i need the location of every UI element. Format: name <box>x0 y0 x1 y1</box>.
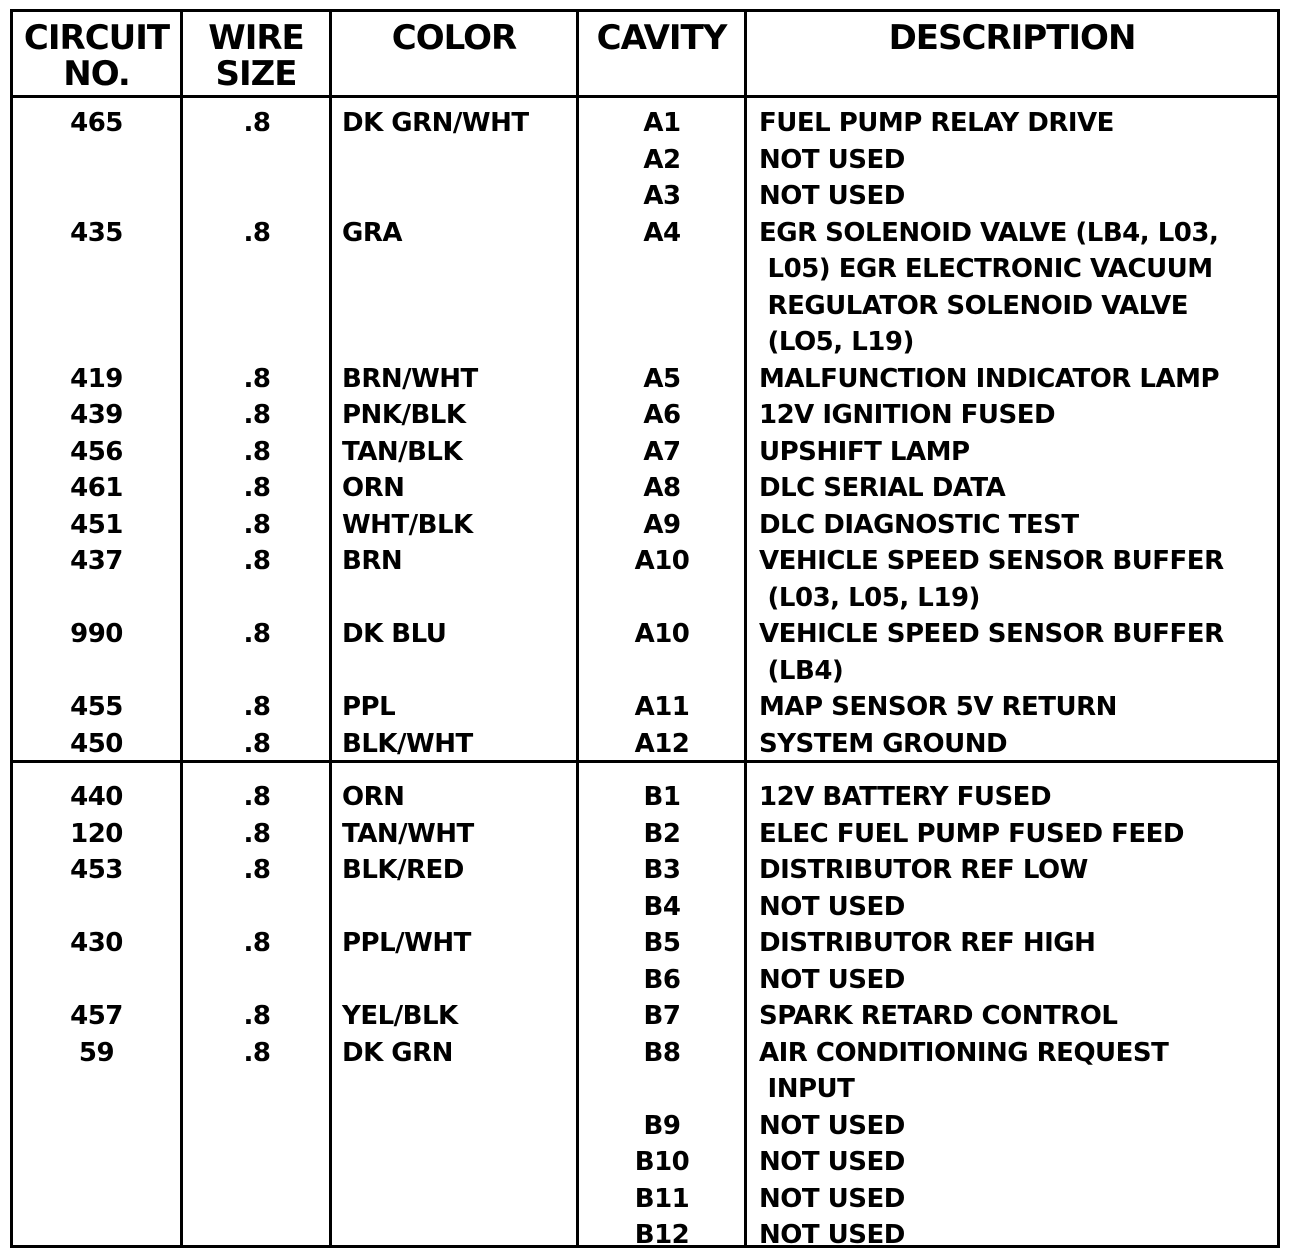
wire-color: DK GRN <box>342 1037 453 1068</box>
cavity-id: B10 <box>634 1147 690 1177</box>
header-circuit-no <box>13 12 180 95</box>
cavity-id: A3 <box>643 181 681 211</box>
connector-pinout-table <box>10 9 1280 1248</box>
description-line: SYSTEM GROUND <box>759 728 1008 759</box>
wire-size: .8 <box>243 728 271 759</box>
description-line: NOT USED <box>759 1147 905 1177</box>
circuit-number: 435 <box>70 217 123 248</box>
wire-color: GRA <box>342 217 402 248</box>
wire-size: .8 <box>243 928 271 958</box>
cavity-id: A6 <box>643 400 681 430</box>
header-circuit-line1: CIRCUIT <box>23 18 170 58</box>
description-line: VEHICLE SPEED SENSOR BUFFER <box>759 546 1224 576</box>
cavity-id: B11 <box>634 1183 690 1214</box>
description-line: ELEC FUEL PUMP FUSED FEED <box>759 818 1184 849</box>
cavity-id: A7 <box>643 436 681 467</box>
header-description <box>747 12 1277 95</box>
cavity-id: B2 <box>643 818 681 849</box>
circuit-number: 440 <box>70 782 123 812</box>
wire-size: .8 <box>243 509 271 540</box>
description-line: REGULATOR SOLENOID VALVE <box>759 290 1189 321</box>
wire-size: .8 <box>243 217 271 248</box>
circuit-number: 465 <box>70 108 123 138</box>
circuit-number: 451 <box>70 509 123 540</box>
description-line: NOT USED <box>759 964 905 995</box>
wire-color: BRN <box>342 546 403 576</box>
header-cavity-label: CAVITY <box>596 18 727 58</box>
description-line: INPUT <box>759 1074 855 1104</box>
wire-size: .8 <box>243 692 271 722</box>
description-line: NOT USED <box>759 1220 905 1250</box>
cavity-id: A4 <box>643 217 681 248</box>
wire-size: .8 <box>243 855 271 885</box>
description-line: L05) EGR ELECTRONIC VACUUM <box>759 254 1213 284</box>
wire-size: .8 <box>243 363 271 394</box>
cavity-id: A10 <box>634 619 690 649</box>
cavity-id: A2 <box>643 144 681 175</box>
cavity-id: A9 <box>643 509 681 540</box>
wire-size: .8 <box>243 546 271 576</box>
description-line: FUEL PUMP RELAY DRIVE <box>759 108 1114 138</box>
description-line: SPARK RETARD CONTROL <box>759 1001 1118 1031</box>
circuit-number: 439 <box>70 400 123 430</box>
wire-color: ORN <box>342 473 405 503</box>
description-line: NOT USED <box>759 1183 905 1214</box>
wire-size: .8 <box>243 108 271 138</box>
cavity-id: A8 <box>643 473 681 503</box>
cavity-id: A5 <box>643 363 681 394</box>
circuit-number: 455 <box>70 692 123 722</box>
circuit-number: 990 <box>70 619 123 649</box>
wire-color: BLK/WHT <box>342 728 473 759</box>
wire-color: DK BLU <box>342 619 447 649</box>
wire-size: .8 <box>243 1001 271 1031</box>
circuit-number: 453 <box>70 855 123 885</box>
wire-size: .8 <box>243 436 271 467</box>
circuit-number: 59 <box>78 1037 115 1068</box>
description-line: VEHICLE SPEED SENSOR BUFFER <box>759 619 1224 649</box>
wire-color: PNK/BLK <box>342 400 466 430</box>
cavity-id: B1 <box>643 782 681 812</box>
header-color <box>332 12 576 95</box>
cavity-id: B6 <box>643 964 681 995</box>
description-line: (L03, L05, L19) <box>759 582 980 613</box>
description-line: 12V IGNITION FUSED <box>759 400 1056 430</box>
cavity-id: A10 <box>634 546 690 576</box>
cavity-id: B5 <box>643 928 681 958</box>
description-line: NOT USED <box>759 181 905 211</box>
wire-color: ORN <box>342 782 405 812</box>
circuit-number: 450 <box>70 728 123 759</box>
description-line: (LO5, L19) <box>759 327 914 357</box>
circuit-number: 430 <box>70 928 123 958</box>
wire-color: BLK/RED <box>342 855 464 885</box>
header-wire-size <box>183 12 329 95</box>
wire-color: DK GRN/WHT <box>342 108 529 138</box>
header-circuit-line2: NO. <box>63 54 130 94</box>
circuit-number: 456 <box>70 436 123 467</box>
header-description-label: DESCRIPTION <box>888 18 1136 58</box>
wire-color: WHT/BLK <box>342 509 473 540</box>
cavity-id: B8 <box>643 1037 681 1068</box>
cavity-id: B7 <box>643 1001 681 1031</box>
wire-size: .8 <box>243 818 271 849</box>
wire-size: .8 <box>243 400 271 430</box>
header-wire-line1: WIRE <box>208 18 304 58</box>
description-line: MAP SENSOR 5V RETURN <box>759 692 1117 722</box>
circuit-number: 419 <box>70 363 123 394</box>
description-line: (LB4) <box>759 655 844 686</box>
wire-color: TAN/BLK <box>342 436 463 467</box>
wire-color: PPL <box>342 692 396 722</box>
wire-color: BRN/WHT <box>342 363 478 394</box>
cavity-id: A11 <box>634 692 690 722</box>
header-divider <box>13 95 1277 98</box>
description-line: UPSHIFT LAMP <box>759 436 970 467</box>
description-line: DLC SERIAL DATA <box>759 473 1006 503</box>
description-line: NOT USED <box>759 891 905 922</box>
header-wire-line2: SIZE <box>215 54 297 94</box>
wire-size: .8 <box>243 619 271 649</box>
description-line: AIR CONDITIONING REQUEST <box>759 1037 1169 1068</box>
cavity-id: B12 <box>634 1220 690 1250</box>
wire-color: PPL/WHT <box>342 928 471 958</box>
description-line: EGR SOLENOID VALVE (LB4, L03, <box>759 217 1219 248</box>
cavity-id: B4 <box>643 891 681 922</box>
wire-size: .8 <box>243 1037 271 1068</box>
description-line: DISTRIBUTOR REF HIGH <box>759 928 1096 958</box>
header-color-label: COLOR <box>391 18 517 58</box>
header-cavity <box>579 12 744 95</box>
cavity-id: A12 <box>634 728 690 759</box>
description-line: DLC DIAGNOSTIC TEST <box>759 509 1079 540</box>
description-line: MALFUNCTION INDICATOR LAMP <box>759 363 1220 394</box>
circuit-number: 457 <box>70 1001 123 1031</box>
description-line: 12V BATTERY FUSED <box>759 782 1052 812</box>
circuit-number: 437 <box>70 546 123 576</box>
wire-color: YEL/BLK <box>342 1001 458 1031</box>
wire-color: TAN/WHT <box>342 818 474 849</box>
cavity-id: A1 <box>643 108 681 138</box>
circuit-number: 120 <box>70 818 123 849</box>
description-line: NOT USED <box>759 144 905 175</box>
cavity-id: B9 <box>643 1110 681 1141</box>
wire-size: .8 <box>243 473 271 503</box>
cavity-id: B3 <box>643 855 681 885</box>
description-line: NOT USED <box>759 1110 905 1141</box>
circuit-number: 461 <box>70 473 123 503</box>
description-line: DISTRIBUTOR REF LOW <box>759 855 1088 885</box>
wire-size: .8 <box>243 782 271 812</box>
